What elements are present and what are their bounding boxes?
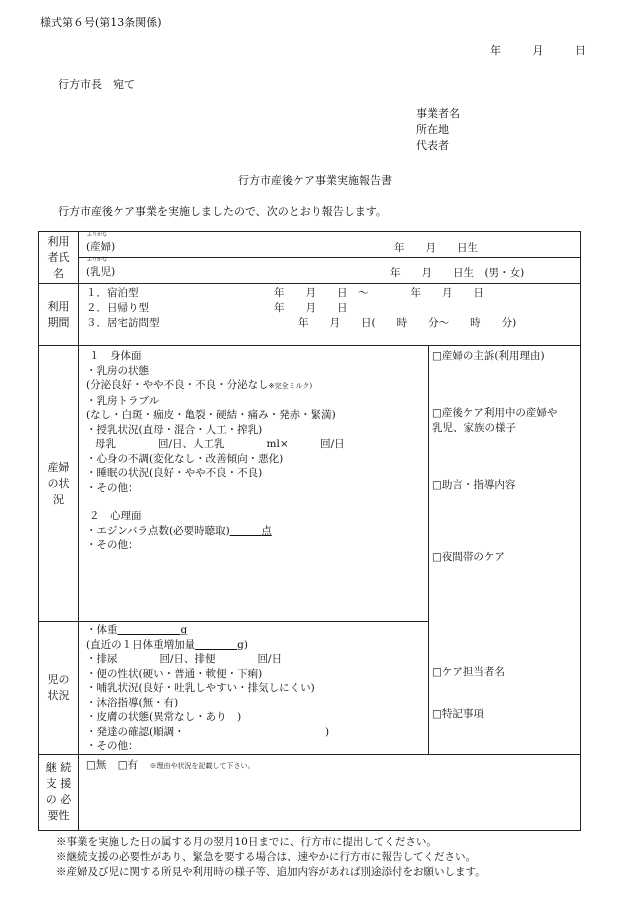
weight-field[interactable] xyxy=(118,624,188,636)
epds-label: ・エジンバラ点数(必要時聴取) xyxy=(86,524,230,537)
other-physical: ・その他： xyxy=(86,481,139,494)
footer-note-1: ※事業を実施した日の属する月の翌月10日までに、行方市に提出してください。 xyxy=(56,836,437,848)
row-usage-period xyxy=(39,284,581,346)
business-name-label: 事業者名 xyxy=(416,107,460,120)
label-line: 利用 xyxy=(47,234,70,248)
weight-gain-line xyxy=(79,638,428,653)
usage-type: １．宿泊型 xyxy=(86,287,139,299)
skin-condition: ・皮膚の状態(異常なし・あり ) xyxy=(86,711,242,723)
bathing-guidance: ・沐浴指導(無・有) xyxy=(86,696,179,709)
weight-gain-unit: g) xyxy=(237,638,248,651)
spacer xyxy=(79,495,428,509)
label-line: 継 続 xyxy=(45,761,72,774)
label-line: 支 援 xyxy=(45,777,72,790)
psychological-heading: ２ 心理面 xyxy=(89,510,142,522)
infant-dob: 年 月 日生 (男・女) xyxy=(390,267,525,279)
intro-text: 行方市産後ケア事業を実施しましたので、次のとおり報告します。 xyxy=(58,205,387,218)
mother-status-detail[interactable] xyxy=(79,346,429,622)
user-name-cell xyxy=(79,232,581,284)
support-options xyxy=(79,758,580,774)
label-line: 産婦 xyxy=(47,460,70,474)
label-line: 児の xyxy=(47,672,70,686)
infant-status-detail[interactable] xyxy=(79,622,429,755)
mother-label: (産婦) xyxy=(86,241,116,253)
label-line: の状 xyxy=(47,476,70,490)
label-line: 況 xyxy=(53,492,64,506)
label-continued-support xyxy=(39,754,79,830)
checkbox-support-none[interactable]: □無 xyxy=(86,758,107,771)
applicant-block xyxy=(416,106,460,154)
representative-label: 代表者 xyxy=(416,139,449,152)
development-label: ・発達の確認(順調・ xyxy=(86,725,185,738)
mother-dob: 年 月 日生 xyxy=(394,242,478,254)
footer-note-2: ※継続支援の必要性があり、緊急を要する場合は、速やかに行方市に報告してください。 xyxy=(56,851,476,863)
infant-name-field[interactable] xyxy=(79,258,580,283)
usage-period-cell xyxy=(79,284,581,346)
label-line: 名 xyxy=(53,266,64,280)
family-situation-cont: 乳児、家族の様子 xyxy=(432,422,516,434)
epds-unit: 点 xyxy=(261,524,272,537)
label-infant-status xyxy=(39,622,79,755)
label-line: 期間 xyxy=(47,315,70,329)
usage-period-value: 年 月 日 ～ 年 月 日 xyxy=(274,287,484,299)
physical-heading: １ 身体面 xyxy=(89,350,142,362)
breast-trouble-options: (なし・白斑・痂皮・亀裂・硬結・痛み・発赤・緊満) xyxy=(86,409,336,421)
label-line: 利用 xyxy=(47,299,70,313)
report-form-table xyxy=(38,231,581,831)
date-month: 月 xyxy=(532,44,544,57)
secretion-options-text: (分泌良好・やや不良・不良・分泌なし xyxy=(86,379,269,391)
date-day: 日 xyxy=(575,44,586,57)
epds-line xyxy=(79,524,428,539)
date-line xyxy=(490,42,586,58)
breast-condition: ・乳房の状態 xyxy=(86,364,149,377)
usage-row-day[interactable] xyxy=(79,301,580,316)
row-user-name xyxy=(39,232,581,284)
notes-column[interactable] xyxy=(429,346,581,755)
footer-note-3: ※産婦及び児に関する所見や利用時の様子等、追加内容があれば別途添付をお願いします。 xyxy=(56,866,486,878)
label-line: の 必 xyxy=(45,793,72,806)
checkbox-family-situation[interactable]: □産後ケア利用中の産婦や xyxy=(432,407,558,419)
label-line: 要性 xyxy=(47,809,70,822)
mother-furigana: ふりがな xyxy=(87,232,108,238)
weight-gain-label: (直近の１日体重増加量 xyxy=(86,638,196,651)
usage-row-visit[interactable] xyxy=(79,316,580,331)
feeding-counts: 母乳 回/日、人工乳 ml× 回/日 xyxy=(95,438,345,450)
feeding-status: ・授乳状況(直母・混合・人工・搾乳) xyxy=(86,423,263,436)
breast-trouble: ・乳房トラブル xyxy=(86,394,160,407)
label-usage-period xyxy=(39,284,79,346)
usage-period-value: 年 月 日 xyxy=(274,302,348,314)
infant-label: (乳児) xyxy=(86,266,116,278)
infant-furigana: ふりがな xyxy=(87,257,108,263)
checkbox-care-staff[interactable]: □ケア担当者名 xyxy=(432,666,505,678)
document-title: 行方市産後ケア事業実施報告書 xyxy=(238,174,392,187)
other-infant: ・その他： xyxy=(86,740,139,752)
checkbox-advice[interactable]: □助言・指導内容 xyxy=(432,479,516,491)
weight-label: ・体重 xyxy=(86,624,118,636)
addressee: 行方市長 宛て xyxy=(58,78,135,91)
weight-line xyxy=(79,623,428,638)
milk-note: ※完全ミルク) xyxy=(268,382,313,390)
checkbox-night-care[interactable]: □夜間帯のケア xyxy=(432,551,505,563)
mental-physical-condition: ・心身の不調(変化なし・改善傾向・悪化) xyxy=(86,452,284,465)
continued-support-cell xyxy=(79,754,581,830)
row-continued-support xyxy=(39,754,581,830)
support-note: ※理由や状況を記載して下さい。 xyxy=(149,761,255,770)
development-check xyxy=(79,725,428,740)
label-user-name xyxy=(39,232,79,284)
usage-period-value: 年 月 日( 時 分～ 時 分) xyxy=(298,317,517,329)
date-year: 年 xyxy=(490,44,501,57)
checkbox-special-notes[interactable]: □特記事項 xyxy=(432,708,484,720)
feeding-condition: ・哺乳状況(良好・吐乳しやすい・排気しにくい) xyxy=(86,682,315,694)
other-psychological: ・その他： xyxy=(86,539,139,551)
excretion: ・排尿 回/日、排便 回/日 xyxy=(86,653,283,665)
breast-secretion-options xyxy=(79,378,428,394)
development-close: ) xyxy=(325,725,330,738)
checkbox-main-complaint[interactable]: □産婦の主訴(利用理由) xyxy=(432,350,545,362)
row-mother-status xyxy=(39,346,581,622)
form-number: 様式第６号(第13条関係) xyxy=(40,16,162,29)
checkbox-support-yes[interactable]: □有 xyxy=(117,758,139,771)
label-line: 者氏 xyxy=(47,250,70,264)
usage-row-stay[interactable] xyxy=(79,286,580,301)
weight-gain-field[interactable] xyxy=(195,639,237,651)
usage-type: ２．日帰り型 xyxy=(86,302,149,314)
usage-type: ３．居宅訪問型 xyxy=(86,317,160,329)
mother-name-field[interactable] xyxy=(79,233,580,258)
stool-condition: ・便の性状(硬い・普通・軟便・下痢) xyxy=(86,667,263,680)
sleep-status: ・睡眠の状況(良好・やや不良・不良) xyxy=(86,467,263,479)
label-mother-status xyxy=(39,346,79,622)
weight-unit: g xyxy=(180,624,188,636)
label-line: 状況 xyxy=(47,688,70,702)
address-label: 所在地 xyxy=(416,123,449,136)
epds-score-field[interactable] xyxy=(230,525,272,537)
